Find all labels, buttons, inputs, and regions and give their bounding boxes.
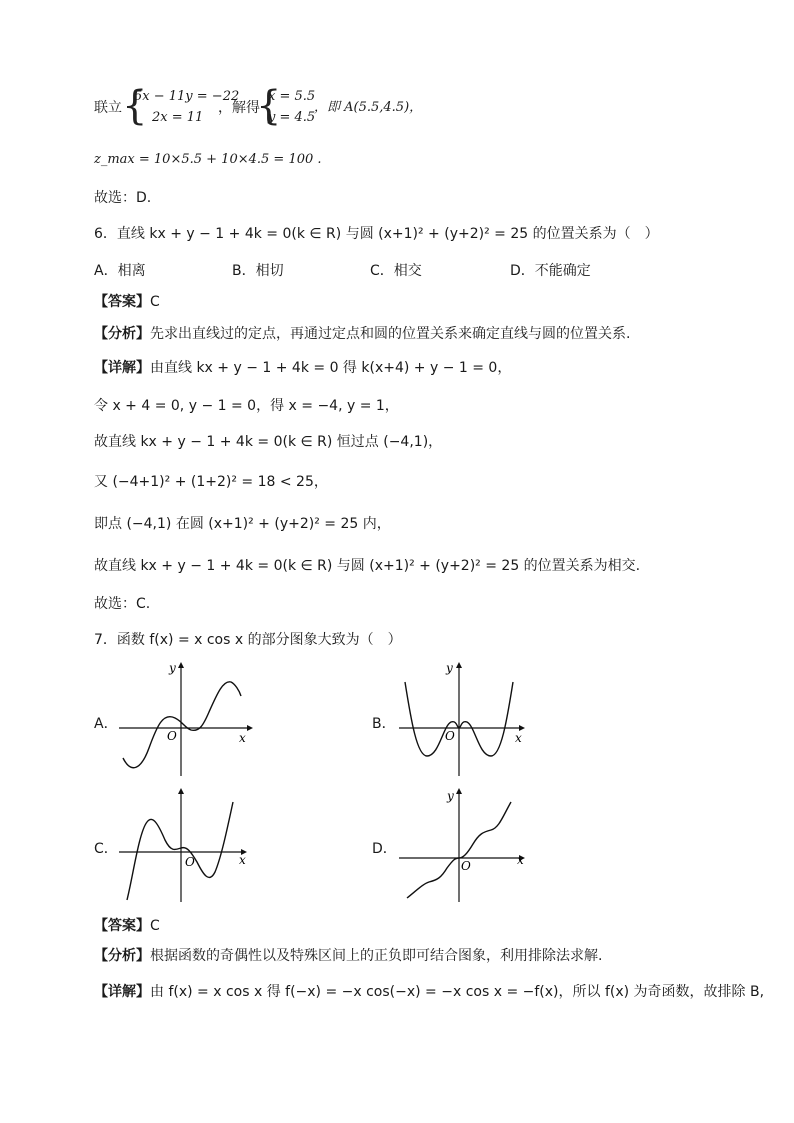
graph-b xyxy=(395,660,535,780)
system-2-eq-a: x = 5.5 xyxy=(268,89,316,104)
answer-value: C xyxy=(150,918,160,934)
q6-detail-4: 又 (−4+1)² + (1+2)² = 18 < 25， xyxy=(94,474,328,490)
q6-detail-6: 故直线 kx + y − 1 + 4k = 0(k ∈ R) 与圆 (x+1)² + (y+2)² = 25 的位置关系为相交. xyxy=(94,558,641,574)
graph-a-x-label: x xyxy=(239,731,246,745)
graph-a xyxy=(115,660,255,780)
analysis-tag: 【分析】 xyxy=(94,326,150,342)
graph-a-label: A． xyxy=(94,716,118,732)
zmax-line: z_max = 10×5.5 + 10×4.5 = 100 . xyxy=(94,152,322,167)
q6-option-a: A．相离 xyxy=(94,263,146,279)
q6-option-c: C．相交 xyxy=(370,263,422,279)
graph-a-origin: O xyxy=(167,729,177,743)
q6-detail-7: 故选：C. xyxy=(94,596,151,612)
question-7: 7．函数 f(x) = x cos x 的部分图象大致为（ ） xyxy=(94,632,402,648)
graph-d xyxy=(395,786,535,906)
system-1-eq-b: 2x = 11 xyxy=(152,110,204,125)
left-brace-2: { xyxy=(256,83,282,129)
answer-value: C xyxy=(150,294,160,310)
q6-answer xyxy=(94,292,160,312)
graph-b-origin: O xyxy=(445,729,455,743)
detail-text: 由 f(x) = x cos x 得 f(−x) = −x cos(−x) = −x cos x = −f(x)，所以 f(x) 为奇函数，故排除 B, xyxy=(150,984,765,1000)
system-mid: ，解得 xyxy=(218,100,260,116)
detail-tag: 【详解】 xyxy=(94,984,150,1000)
graph-c xyxy=(115,786,255,906)
q6-option-d: D．不能确定 xyxy=(510,263,591,279)
q6-analysis xyxy=(94,324,630,344)
system-prefix: 联立 xyxy=(94,100,122,116)
detail-tag: 【详解】 xyxy=(94,360,150,376)
analysis-tag: 【分析】 xyxy=(94,948,150,964)
analysis-text: 根据函数的奇偶性以及特殊区间上的正负即可结合图象，利用排除法求解. xyxy=(150,948,603,964)
graph-a-y-label: y xyxy=(169,661,176,675)
graph-d-y-label: y xyxy=(447,789,454,803)
system-line xyxy=(94,98,122,118)
graph-c-x-label: x xyxy=(239,853,246,867)
graph-b-x-label: x xyxy=(515,731,522,745)
q7-answer xyxy=(94,916,160,936)
system-2-eq-b: y = 4.5 xyxy=(268,110,316,125)
answer-tag: 【答案】 xyxy=(94,918,150,934)
graph-b-label: B． xyxy=(372,716,396,732)
analysis-text: 先求出直线过的定点，再通过定点和圆的位置关系来确定直线与圆的位置关系. xyxy=(150,326,631,342)
graph-d-label: D． xyxy=(372,841,397,857)
system-1-eq-a: 5x − 11y = −22 xyxy=(134,89,240,104)
graph-d-x-label: x xyxy=(517,853,524,867)
q7-detail xyxy=(94,982,764,1002)
answer-tag: 【答案】 xyxy=(94,294,150,310)
question-6: 6．直线 kx + y − 1 + 4k = 0(k ∈ R) 与圆 (x+1)² + (y+2)² = 25 的位置关系为（ ） xyxy=(94,226,659,242)
graph-d-origin: O xyxy=(461,859,471,873)
detail-text: 由直线 kx + y − 1 + 4k = 0 得 k(x+4) + y − 1 = 0， xyxy=(150,360,512,376)
graph-b-y-label: y xyxy=(446,661,453,675)
q6-detail-5: 即点 (−4,1) 在圆 (x+1)² + (y+2)² = 25 内， xyxy=(94,516,391,532)
system-suffix: ，即 A(5.5,4.5)， xyxy=(314,100,423,115)
q6-detail-2: 令 x + 4 = 0, y − 1 = 0，得 x = −4, y = 1， xyxy=(94,398,399,414)
graph-c-origin: O xyxy=(185,855,195,869)
left-brace-1: { xyxy=(122,83,148,129)
graph-c-label: C． xyxy=(94,841,118,857)
q6-option-b: B．相切 xyxy=(232,263,284,279)
choose-d-line: 故选：D. xyxy=(94,190,152,206)
q6-detail-3: 故直线 kx + y − 1 + 4k = 0(k ∈ R) 恒过点 (−4,1)， xyxy=(94,434,443,450)
q6-detail-1 xyxy=(94,358,511,378)
q7-analysis xyxy=(94,946,602,966)
